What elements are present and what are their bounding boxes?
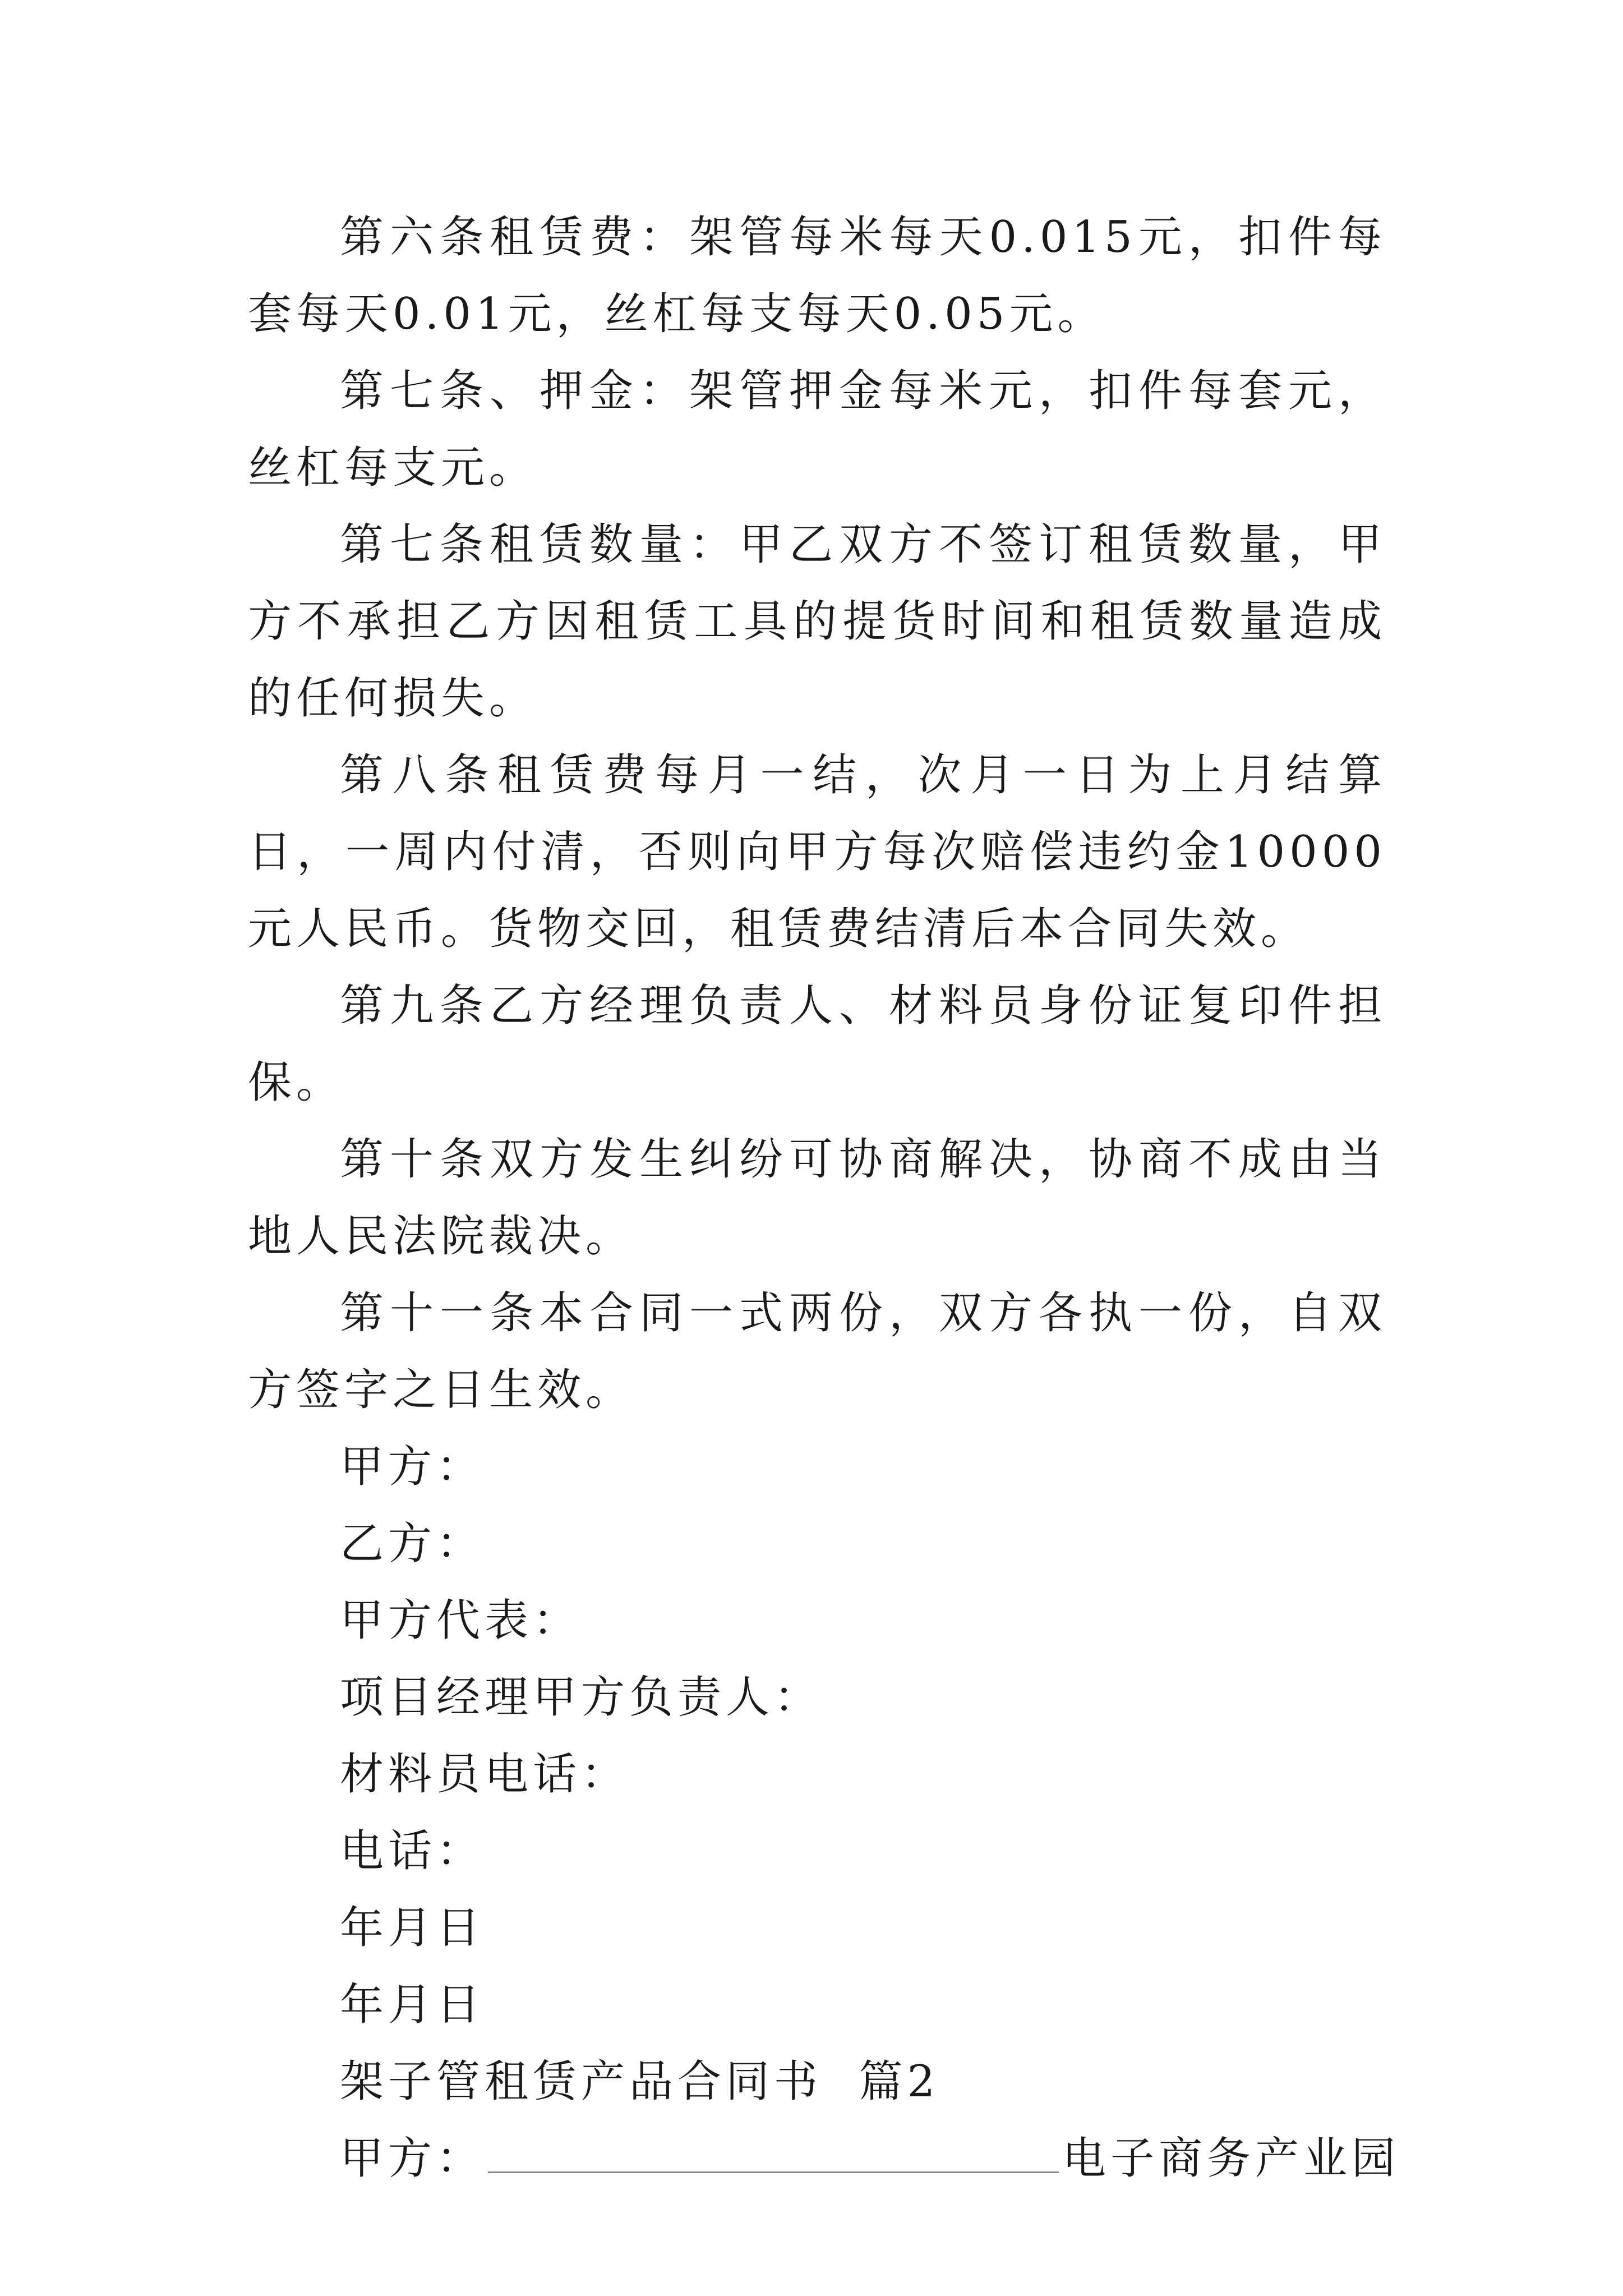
clause-10-disputes: 第十条双方发生纠纷可协商解决，协商不成由当地人民法院裁决。: [248, 1134, 1386, 1262]
party-a-blank-underline: [488, 2128, 1059, 2173]
party-a-suffix: 电子商务产业园: [1062, 2133, 1400, 2184]
signature-phone: 电话：: [340, 1826, 485, 1876]
signature-date-a: 年月日: [340, 1903, 485, 1953]
clause-7-deposit: 第七条、押金：架管押金每米元，扣件每套元，丝杠每支元。: [248, 366, 1386, 493]
signature-material-clerk-phone: 材料员电话：: [340, 1749, 630, 1800]
document-body: [248, 199, 1400, 2197]
clause-7-rental-quantity: 第七条租赁数量：甲乙双方不签订租赁数量，甲方不承担乙方因租赁工具的提货时间和租赁数量造成的任何损失。: [248, 519, 1386, 724]
party-a-line: [248, 2120, 1400, 2197]
signature-party-a-representative: 甲方代表：: [340, 1595, 582, 1646]
clause-6-rental-fee: 第六条租赁费：架管每米每天0.015元，扣件每套每天0.01元，丝杠每支每天0.05元。: [248, 212, 1386, 339]
clause-11-effect: 第十一条本合同一式两份，双方各执一份，自双方签字之日生效。: [248, 1288, 1386, 1415]
clause-9-guarantee: 第九条乙方经理负责人、材料员身份证复印件担保。: [248, 981, 1386, 1108]
signature-project-manager: 项目经理甲方负责人：: [340, 1672, 823, 1723]
clause-8-settlement: 第八条租赁费每月一结，次月一日为上月结算日，一周内付清，否则向甲方每次赔偿违约金10000元人民币。货物交回，租赁费结清后本合同失效。: [248, 750, 1386, 954]
signature-party-a: 甲方：: [340, 1442, 485, 1492]
party-a-label: 甲方：: [340, 2133, 485, 2184]
signature-party-b: 乙方：: [340, 1519, 485, 1569]
section-title: 架子管租赁产品合同书 篇2: [340, 2056, 940, 2107]
signature-date-b: 年月日: [340, 1980, 485, 2030]
